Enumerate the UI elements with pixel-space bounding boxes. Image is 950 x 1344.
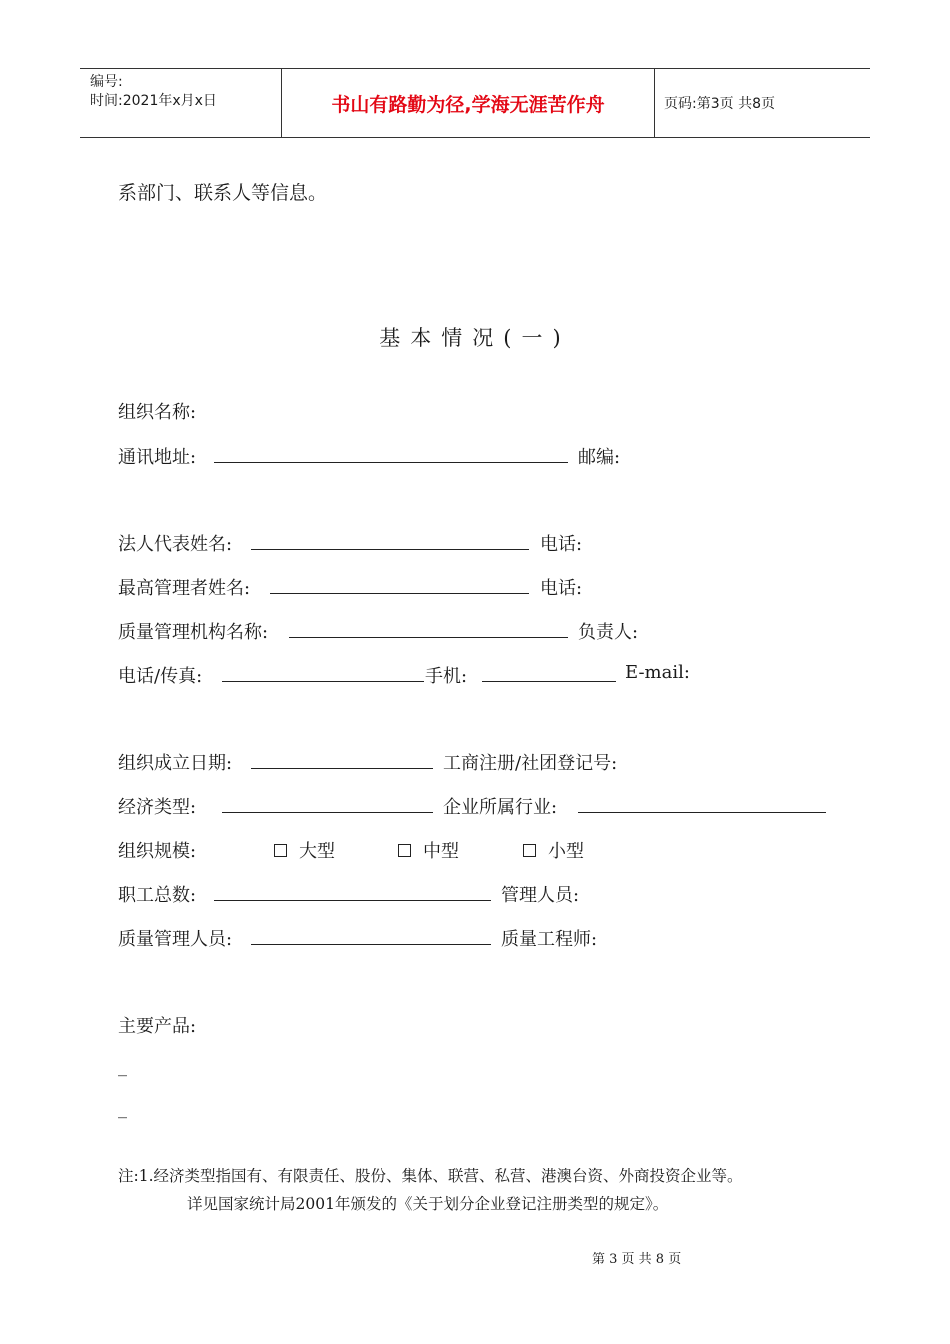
top-manager-field[interactable] xyxy=(270,593,529,594)
org-name-label: 组织名称: xyxy=(118,402,197,423)
email-label: E-mail: xyxy=(625,662,690,683)
scale-option-label: 中型 xyxy=(423,841,459,862)
qm-head-label: 负责人: xyxy=(578,622,639,643)
scale-option-medium[interactable] xyxy=(398,837,459,863)
postcode-label: 邮编: xyxy=(578,447,621,468)
industry-label: 企业所属行业: xyxy=(443,797,558,818)
main-products-label: 主要产品: xyxy=(118,1016,197,1037)
note-line-2: 详见国家统计局2001年颁发的《关于划分企业登记注册类型的规定》。 xyxy=(187,1195,669,1213)
header-divider xyxy=(654,69,655,137)
continuation-text: 系部门、联系人等信息。 xyxy=(118,182,328,204)
header-motto: 书山有路勤为径,学海无涯苦作舟 xyxy=(331,93,605,116)
econ-type-field[interactable] xyxy=(222,812,433,813)
checkbox-icon[interactable] xyxy=(274,844,287,857)
legal-rep-phone-label: 电话: xyxy=(540,534,583,555)
qm-staff-field[interactable] xyxy=(251,944,491,945)
scale-option-small[interactable] xyxy=(523,837,584,863)
staff-total-field[interactable] xyxy=(214,900,491,901)
top-manager-phone-label: 电话: xyxy=(540,578,583,599)
qm-org-field[interactable] xyxy=(289,637,568,638)
address-field[interactable] xyxy=(214,462,568,463)
scale-option-label: 大型 xyxy=(299,841,335,862)
mobile-field[interactable] xyxy=(482,681,616,682)
reg-no-label: 工商注册/社团登记号: xyxy=(443,753,618,774)
checkbox-icon[interactable] xyxy=(523,844,536,857)
header-time: 时间:2021年x月x日 xyxy=(90,93,217,109)
scale-label: 组织规模: xyxy=(118,841,197,862)
phone-fax-label: 电话/传真: xyxy=(118,666,203,687)
qm-org-label: 质量管理机构名称: xyxy=(118,622,269,643)
mobile-label: 手机: xyxy=(425,666,468,687)
page-footer: 第 3 页 共 8 页 xyxy=(592,1252,682,1267)
econ-type-label: 经济类型: xyxy=(118,797,197,818)
legal-rep-field[interactable] xyxy=(251,549,529,550)
note-line-1: 注:1.经济类型指国有、有限责任、股份、集体、联营、私营、港澳台资、外商投资企业等。 xyxy=(118,1167,743,1185)
mgmt-staff-label: 管理人员: xyxy=(501,885,580,906)
address-label: 通讯地址: xyxy=(118,447,197,468)
scale-option-label: 小型 xyxy=(548,841,584,862)
product-line-1: _ xyxy=(118,1056,127,1077)
founded-field[interactable] xyxy=(251,768,433,769)
section-title: 基本情况(一) xyxy=(379,326,571,350)
product-line-2: _ xyxy=(118,1098,127,1119)
header-number: 编号: xyxy=(90,74,123,90)
checkbox-icon[interactable] xyxy=(398,844,411,857)
qe-label: 质量工程师: xyxy=(501,929,598,950)
staff-total-label: 职工总数: xyxy=(118,885,197,906)
scale-option-large[interactable] xyxy=(274,837,335,863)
top-manager-label: 最高管理者姓名: xyxy=(118,578,251,599)
phone-fax-field[interactable] xyxy=(222,681,424,682)
legal-rep-label: 法人代表姓名: xyxy=(118,534,233,555)
page-header xyxy=(80,68,870,138)
header-meta xyxy=(90,73,217,111)
founded-label: 组织成立日期: xyxy=(118,753,233,774)
qm-staff-label: 质量管理人员: xyxy=(118,929,233,950)
header-page-info: 页码:第3页 共8页 xyxy=(664,96,775,112)
industry-field[interactable] xyxy=(578,812,826,813)
